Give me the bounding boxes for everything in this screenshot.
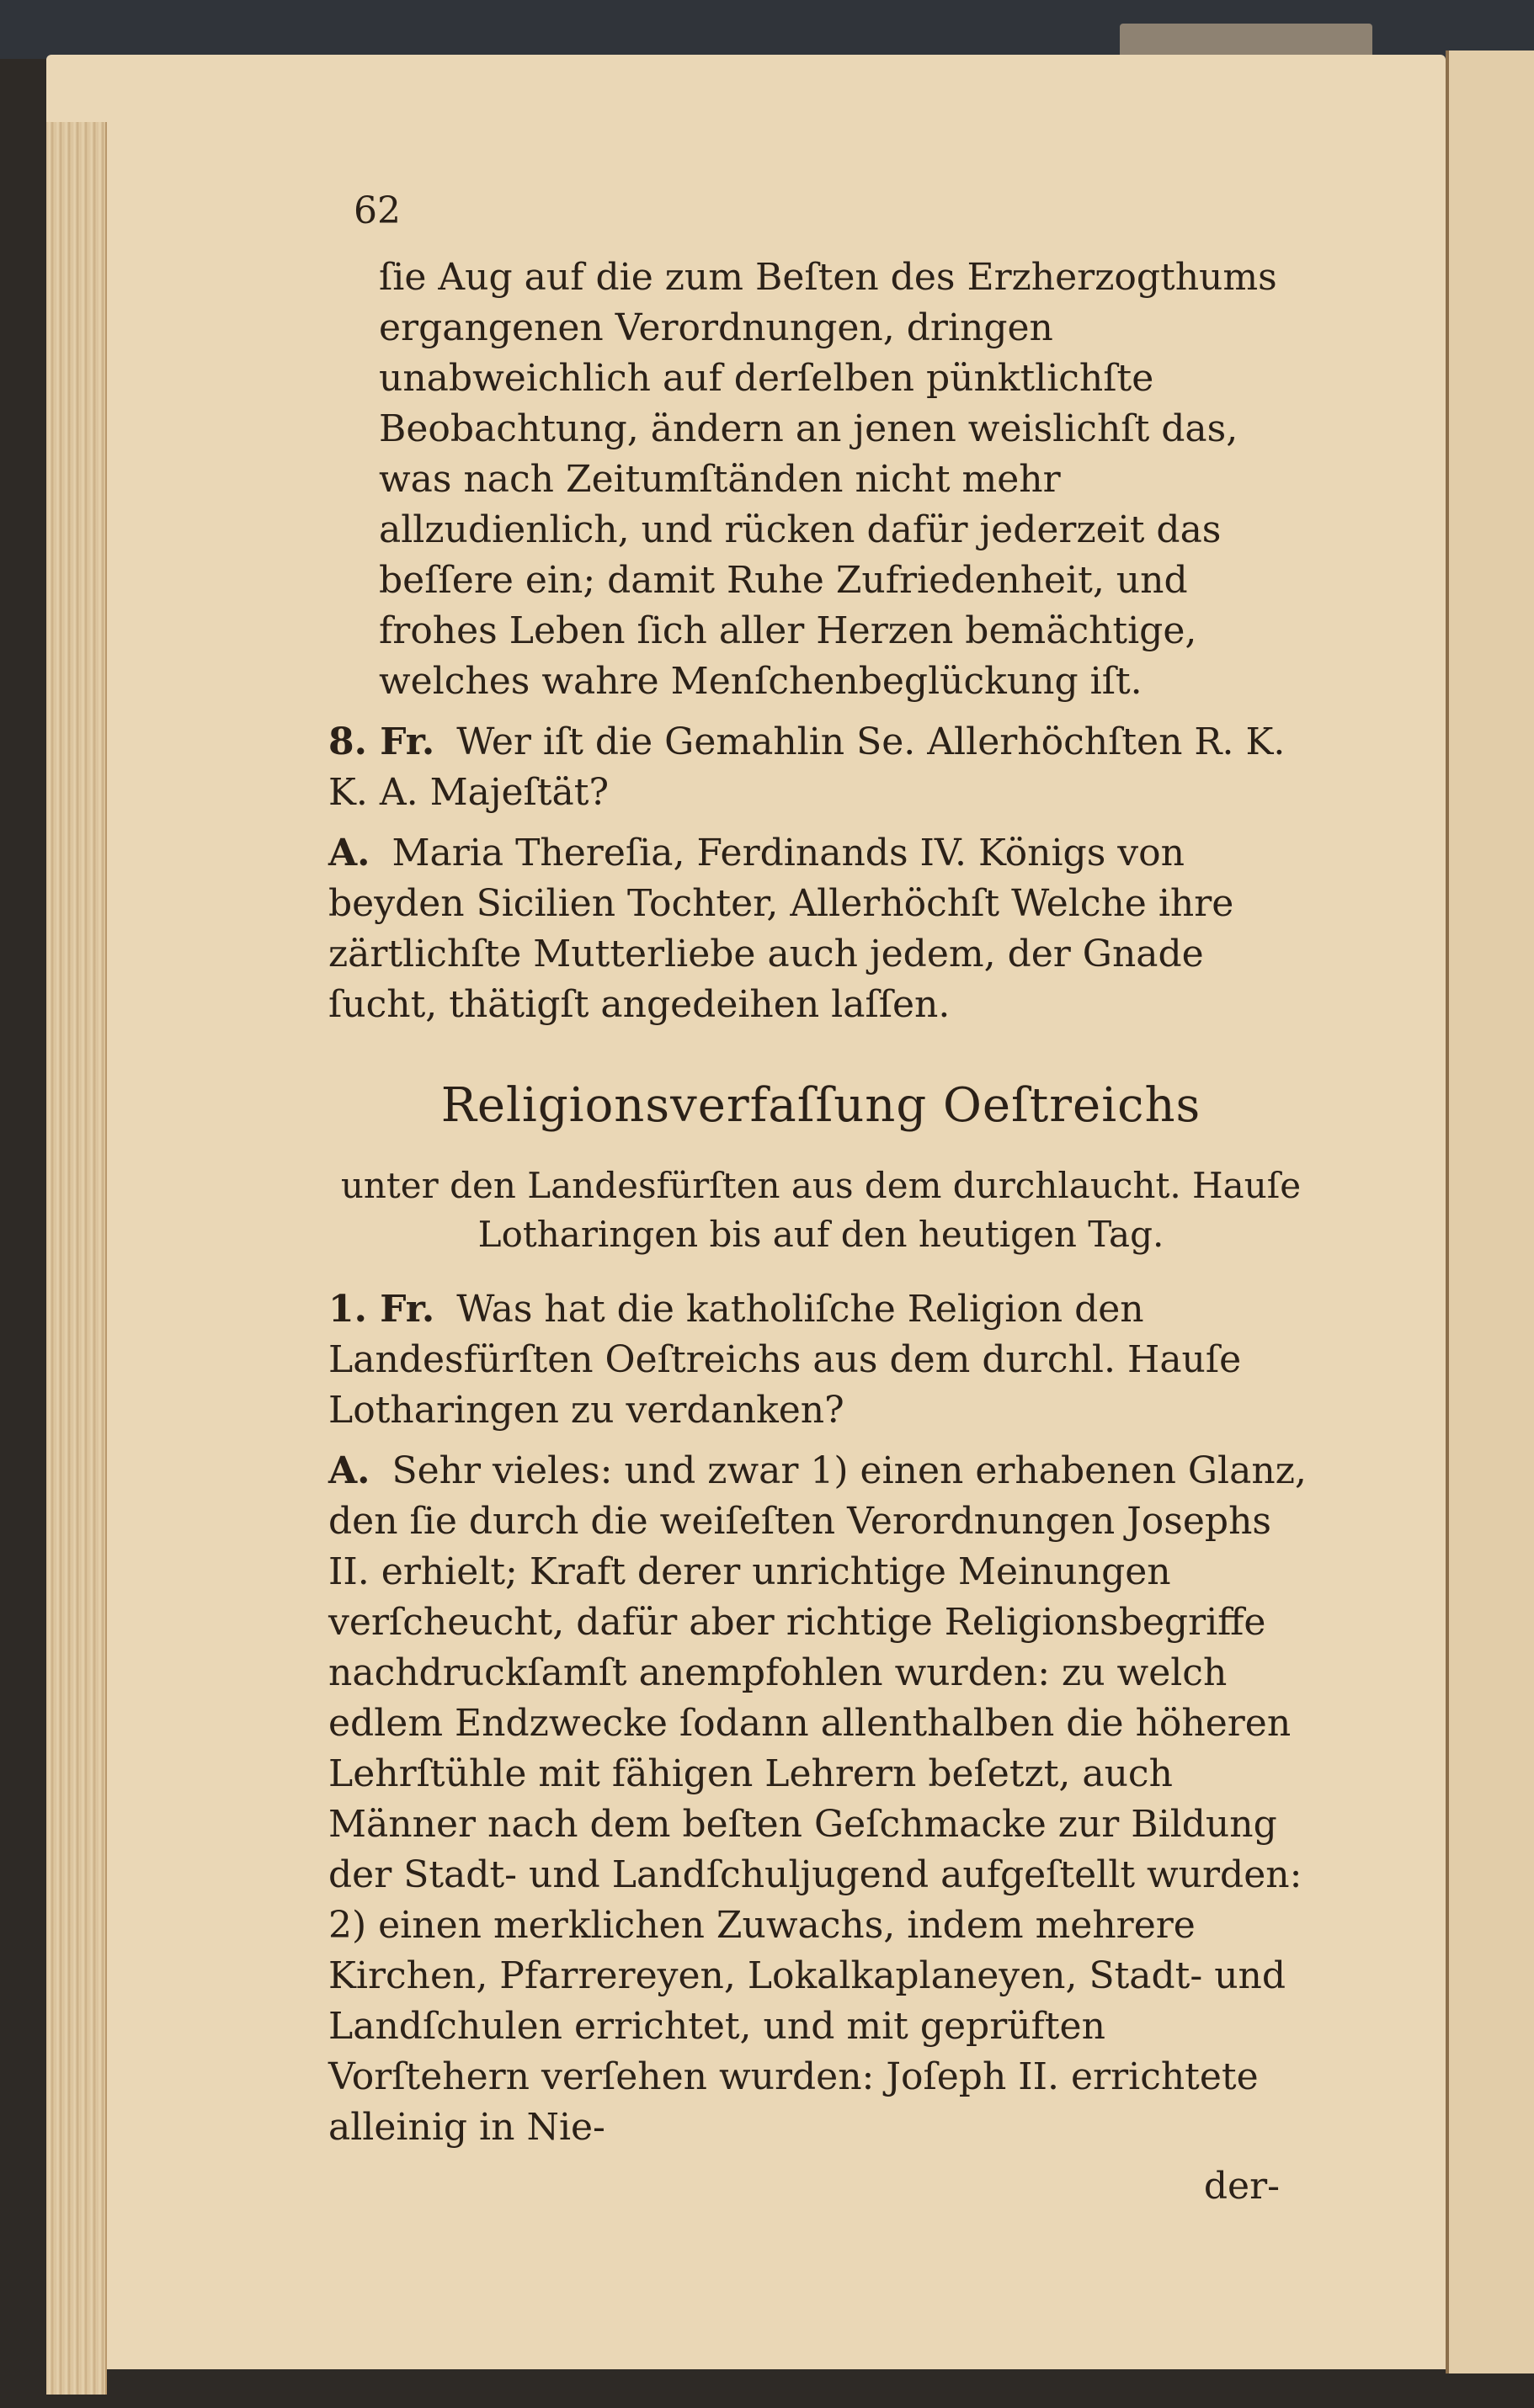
- question-label: 8. Fr.: [328, 720, 435, 763]
- page-edges: [46, 122, 107, 2395]
- answer-label: A.: [328, 832, 370, 874]
- section-heading: Religionsverfaſſung Oeſtreichs: [440, 1078, 1201, 1133]
- answer-8: [328, 828, 1313, 1030]
- question-1: [328, 1284, 1313, 1436]
- answer-text: Maria Thereſia, Ferdinands IV. Königs von beyden Sicilien Tochter, Allerhöchſt Welche ihre zärtlichſte Mutterliebe auch jedem, der Gnade ſucht, thätigſt angedeihen laſſen.: [328, 832, 1234, 1026]
- answer-text: Sehr vieles: und zwar 1) einen erhabenen Glanz, den ſie durch die weiſeſten Verordnungen Josephs II. erhielt; Kraft derer unrichtige Meinungen verſcheucht, dafür aber richtige Religionsbegriffe nachdruckſamſt anempfohlen wurden: zu welch edlem Endzwecke ſodann allenthalben die höheren Lehrſtühle mit fähigen Lehrern beſetzt, auch Männer nach dem beſten Geſchmacke zur Bildung der Stadt- und Landſchuljugend aufgeſtellt wurden: 2) einen merklichen Zuwachs, indem mehrere Kirchen, Pfarrereyen, Lokalkaplaneyen, Stadt- und Landſchulen errichtet, und mit geprüften Vorſtehern verſehen wurden: Joſeph II. errichtete alleinig in Nie-: [328, 1449, 1307, 2149]
- catchword: der-: [1203, 2165, 1280, 2208]
- section-subheading: unter den Landesfürſten aus dem durchlaucht. Hauſe Lotharingen bis auf den heutigen Tag.: [340, 1165, 1302, 1255]
- question-text: Wer iſt die Gemahlin Se. Allerhöchſten R. K. K. A. Majeſtät?: [328, 720, 1286, 814]
- question-label: 1. Fr.: [328, 1288, 435, 1331]
- answer-label: A.: [328, 1449, 370, 1492]
- question-8: [328, 717, 1313, 818]
- page-number: 62: [354, 189, 401, 232]
- question-text: Was hat die katholiſche Religion den Landesfürſten Oeſtreichs aus dem durchl. Hauſe Lotharingen zu verdanken?: [328, 1288, 1242, 1432]
- answer-1: [328, 1446, 1313, 2153]
- continuation-paragraph: ſie Aug auf die zum Beſten des Erzherzogthums ergangenen Verordnungen, dringen unabweichlich auf derſelben pünktlichſte Beobachtung, ändern an jenen weislichſt das, was nach Zeitumſtänden nicht mehr allzudienlich, und rücken dafür jederzeit das beſſere ein; damit Ruhe Zufriedenheit, und frohes Leben ſich aller Herzen bemächtige, welches wahre Menſchenbeglückung iſt.: [379, 256, 1277, 703]
- page-text: [328, 252, 1313, 2212]
- facing-page-edge: [1446, 50, 1534, 2373]
